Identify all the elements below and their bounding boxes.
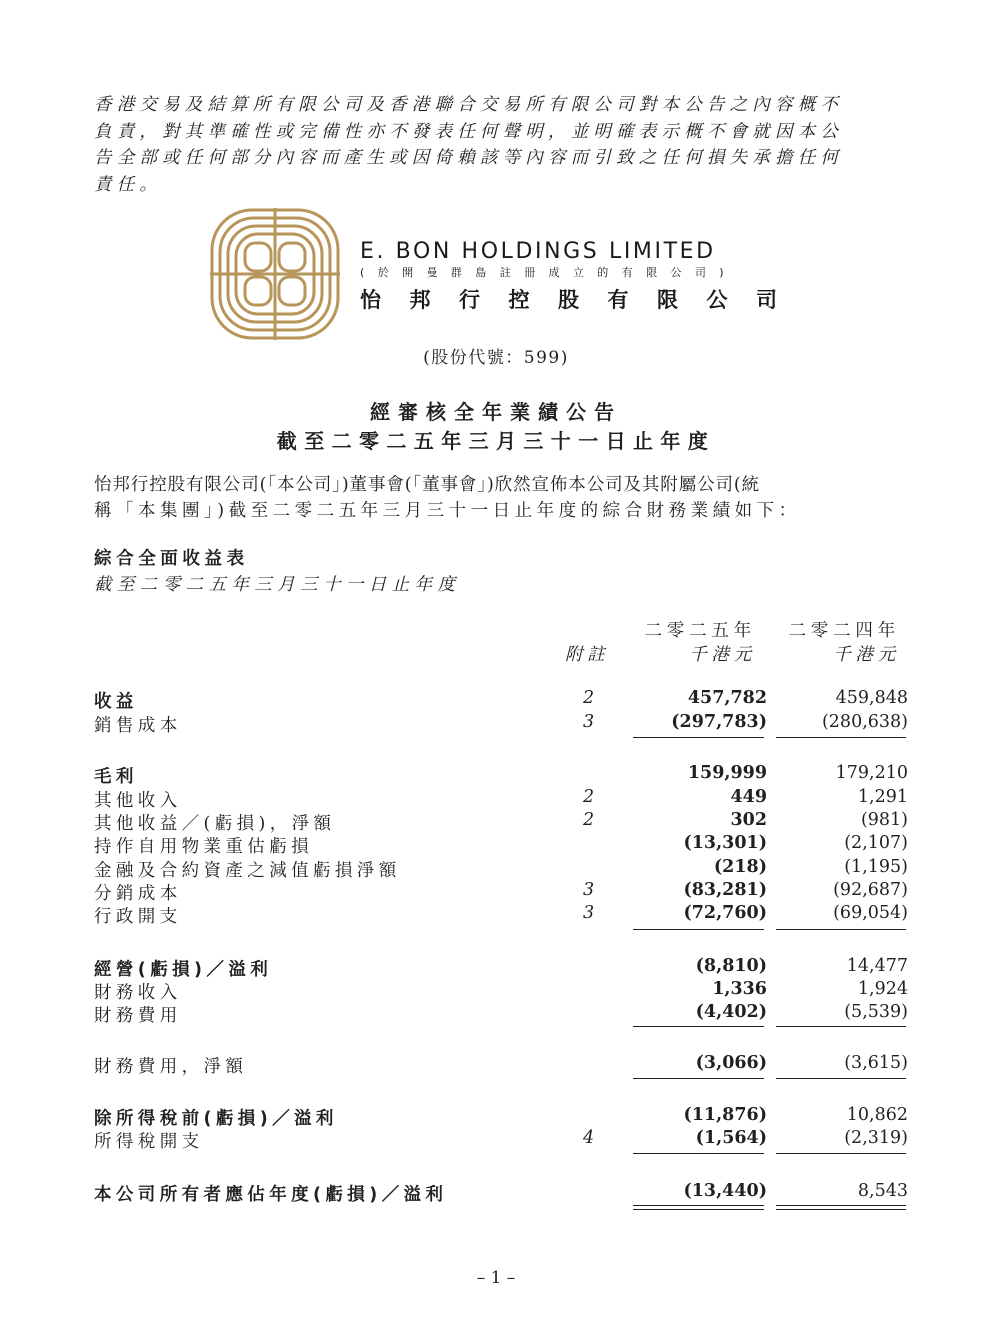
- row-value-prior: 8,543: [857, 1181, 908, 1201]
- row-value-current: (218): [713, 857, 767, 877]
- row-note: 2: [583, 688, 595, 708]
- row-value-prior: 10,862: [846, 1105, 908, 1125]
- row-label: 財務費用: [94, 1006, 182, 1026]
- row-label: 行政開支: [94, 907, 182, 927]
- header-unit-prior: 千港元: [833, 645, 900, 665]
- row-note: 3: [583, 880, 595, 900]
- intro-paragraph: [94, 473, 904, 524]
- row-value-prior: 1,924: [857, 979, 908, 999]
- company-name-english: E. BON HOLDINGS LIMITED: [360, 239, 716, 264]
- row-value-current: 449: [730, 787, 767, 807]
- row-value-prior: (3,615): [844, 1053, 908, 1073]
- subtotal-rule: [633, 1153, 764, 1154]
- row-label: 金融及合約資產之減值虧損淨額: [94, 861, 401, 881]
- row-value-prior: (5,539): [844, 1002, 908, 1022]
- row-value-current: 1,336: [712, 979, 767, 999]
- row-value-current: (4,402): [695, 1002, 767, 1022]
- table-row: [94, 810, 908, 834]
- row-label: 持作自用物業重估虧損: [94, 837, 313, 857]
- row-label: 財務收入: [94, 983, 182, 1003]
- row-label: 毛利: [94, 767, 138, 787]
- row-value-prior: 459,848: [835, 688, 908, 708]
- row-value-prior: (69,054): [833, 903, 908, 923]
- row-label: 除所得稅前(虧損)／溢利: [94, 1109, 338, 1129]
- row-value-current: (13,301): [683, 833, 767, 853]
- subtotal-rule: [776, 737, 906, 738]
- row-value-current: (11,876): [683, 1105, 767, 1125]
- subtotal-rule: [776, 1026, 906, 1027]
- row-value-current: 457,782: [687, 688, 767, 708]
- row-value-current: (72,760): [683, 903, 767, 923]
- row-label: 分銷成本: [94, 884, 182, 904]
- disclaimer-line: 告全部或任何部分內容而產生或因倚賴該等內容而引致之任何損失承擔任何: [94, 148, 844, 168]
- row-value-current: (83,281): [683, 880, 767, 900]
- row-value-prior: (280,638): [821, 712, 908, 732]
- row-note: 3: [583, 712, 595, 732]
- statement-title: 綜合全面收益表: [94, 549, 249, 569]
- incorporation-note: (於開曼群島註冊成立的有限公司): [360, 266, 737, 279]
- disclaimer: [94, 92, 904, 198]
- row-note: 2: [583, 810, 595, 830]
- company-logo: [210, 208, 340, 340]
- row-label: 本公司所有者應佔年度(虧損)／溢利: [94, 1185, 448, 1205]
- row-value-prior: (2,107): [844, 833, 908, 853]
- row-label: 經營(虧損)／溢利: [94, 960, 273, 980]
- table-row: [94, 956, 908, 980]
- row-label: 收益: [94, 692, 138, 712]
- table-row: [94, 763, 908, 787]
- header-year-prior: 二零二四年: [788, 621, 900, 641]
- table-row: [94, 1002, 908, 1026]
- row-value-current: 302: [730, 810, 767, 830]
- subtotal-rule: [776, 929, 906, 930]
- subtotal-rule: [776, 1153, 906, 1154]
- table-row: [94, 857, 908, 881]
- subtotal-rule: [776, 1078, 906, 1079]
- announcement-title: 經審核全年業績公告: [370, 400, 622, 424]
- total-double-rule: [633, 1205, 764, 1210]
- table-row: [94, 787, 908, 811]
- table-row: [94, 979, 908, 1003]
- announcement-period: 截至二零二五年三月三十一日止年度: [276, 429, 716, 453]
- row-value-prior: 179,210: [835, 763, 908, 783]
- table-row: [94, 903, 908, 927]
- header-unit-current: 千港元: [689, 645, 756, 665]
- subtotal-rule: [633, 929, 764, 930]
- stock-code: (股份代號：599): [423, 348, 569, 368]
- page-number: – 1 –: [476, 1268, 516, 1288]
- table-row: [94, 1128, 908, 1152]
- row-value-prior: (981): [860, 810, 908, 830]
- table-row: [94, 833, 908, 857]
- company-name-chinese: 怡邦行控股有限公司: [360, 288, 806, 312]
- table-row: [94, 1105, 908, 1129]
- subtotal-rule: [633, 1078, 764, 1079]
- row-value-current: (1,564): [695, 1128, 767, 1148]
- intro-line: 稱「本集團」)截至二零二五年三月三十一日止年度的綜合財務業績如下：: [94, 500, 801, 521]
- row-label: 財務費用，淨額: [94, 1057, 248, 1077]
- row-note: 2: [583, 787, 595, 807]
- row-value-prior: (92,687): [833, 880, 908, 900]
- row-value-prior: (2,319): [844, 1128, 908, 1148]
- disclaimer-line: 負責，對其準確性或完備性亦不發表任何聲明，並明確表示概不會就因本公: [94, 121, 844, 142]
- subtotal-rule: [633, 737, 764, 738]
- row-label: 其他收入: [94, 791, 182, 811]
- disclaimer-line: 香港交易及結算所有限公司及香港聯合交易所有限公司對本公告之內容概不: [94, 95, 844, 115]
- statement-subtitle: 截至二零二五年三月三十一日止年度: [94, 575, 461, 595]
- row-value-current: (297,783): [671, 712, 767, 732]
- row-label: 銷售成本: [94, 716, 182, 736]
- row-value-current: 159,999: [687, 763, 767, 783]
- intro-line: 怡邦行控股有限公司(「本公司」)董事會(「董事會」)欣然宣佈本公司及其附屬公司(統: [94, 475, 761, 495]
- row-label: 所得稅開支: [94, 1132, 204, 1152]
- row-note: 4: [583, 1128, 595, 1148]
- subtotal-rule: [633, 1026, 764, 1027]
- total-double-rule: [776, 1205, 906, 1210]
- row-value-current: (13,440): [683, 1181, 767, 1201]
- row-value-prior: (1,195): [844, 857, 908, 877]
- header-note: 附註: [565, 645, 610, 665]
- row-value-current: (3,066): [695, 1053, 767, 1073]
- table-row: [94, 880, 908, 904]
- table-row: [94, 688, 908, 712]
- table-row: [94, 712, 908, 736]
- header-year-current: 二零二五年: [644, 621, 756, 641]
- row-note: 3: [583, 903, 595, 923]
- table-row: [94, 1053, 908, 1077]
- table-row: [94, 1181, 908, 1205]
- row-value-prior: 1,291: [857, 787, 908, 807]
- row-label: 其他收益／(虧損)，淨額: [94, 814, 336, 834]
- disclaimer-line: 責任。: [94, 174, 163, 195]
- row-value-prior: 14,477: [846, 956, 908, 976]
- row-value-current: (8,810): [695, 956, 767, 976]
